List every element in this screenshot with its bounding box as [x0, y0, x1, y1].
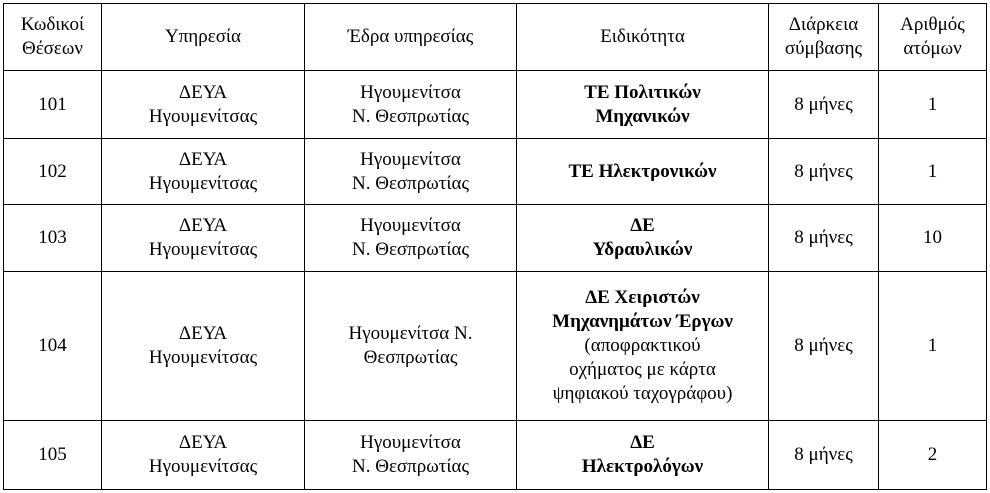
cell-count: 2 — [879, 421, 987, 490]
cell-service: ΔΕΥΑ Ηγουμενίτσας — [102, 71, 305, 139]
cell-service: ΔΕΥΑ Ηγουμενίτσας — [102, 205, 305, 272]
cell-seat: Ηγουμενίτσα Ν. Θεσπρωτίας — [305, 205, 517, 272]
table-body — [4, 71, 987, 490]
cell-seat: Ηγουμενίτσα Ν. Θεσπρωτίας — [305, 71, 517, 139]
cell-count: 10 — [879, 205, 987, 272]
cell-count: 1 — [879, 139, 987, 205]
cell-seat: Ηγουμενίτσα Ν. Θεσπρωτίας — [305, 421, 517, 490]
table-row — [4, 205, 987, 272]
cell-specialty: ΤΕ Πολιτικών Μηχανικών — [517, 71, 769, 139]
header-specialty: Ειδικότητα — [517, 4, 769, 71]
cell-service: ΔΕΥΑ Ηγουμενίτσας — [102, 421, 305, 490]
cell-duration: 8 μήνες — [769, 421, 879, 490]
cell-specialty: ΤΕ Ηλεκτρονικών — [517, 139, 769, 205]
table-row — [4, 139, 987, 205]
header-count: Αριθμός ατόμων — [879, 4, 987, 71]
table-row — [4, 272, 987, 421]
header-seat: Έδρα υπηρεσίας — [305, 4, 517, 71]
header-code: Κωδικοί Θέσεων — [4, 4, 102, 71]
cell-specialty: ΔΕ Ηλεκτρολόγων — [517, 421, 769, 490]
cell-specialty: ΔΕ Χειριστών Μηχανημάτων Έργων (αποφρακτικού οχήματος με κάρτα ψηφιακού ταχογράφου) — [517, 272, 769, 421]
cell-specialty: ΔΕ Υδραυλικών — [517, 205, 769, 272]
cell-code: 104 — [4, 272, 102, 421]
cell-seat: Ηγουμενίτσα Ν. Θεσπρωτίας — [305, 272, 517, 421]
cell-duration: 8 μήνες — [769, 139, 879, 205]
cell-code: 102 — [4, 139, 102, 205]
cell-service: ΔΕΥΑ Ηγουμενίτσας — [102, 139, 305, 205]
cell-count: 1 — [879, 71, 987, 139]
cell-count: 1 — [879, 272, 987, 421]
cell-seat: Ηγουμενίτσα Ν. Θεσπρωτίας — [305, 139, 517, 205]
positions-table — [3, 3, 987, 490]
cell-service: ΔΕΥΑ Ηγουμενίτσας — [102, 272, 305, 421]
header-service: Υπηρεσία — [102, 4, 305, 71]
header-duration: Διάρκεια σύμβασης — [769, 4, 879, 71]
header-row — [4, 4, 987, 71]
cell-code: 101 — [4, 71, 102, 139]
table-row — [4, 71, 987, 139]
table-row — [4, 421, 987, 490]
cell-code: 105 — [4, 421, 102, 490]
cell-duration: 8 μήνες — [769, 205, 879, 272]
cell-duration: 8 μήνες — [769, 71, 879, 139]
cell-duration: 8 μήνες — [769, 272, 879, 421]
cell-code: 103 — [4, 205, 102, 272]
